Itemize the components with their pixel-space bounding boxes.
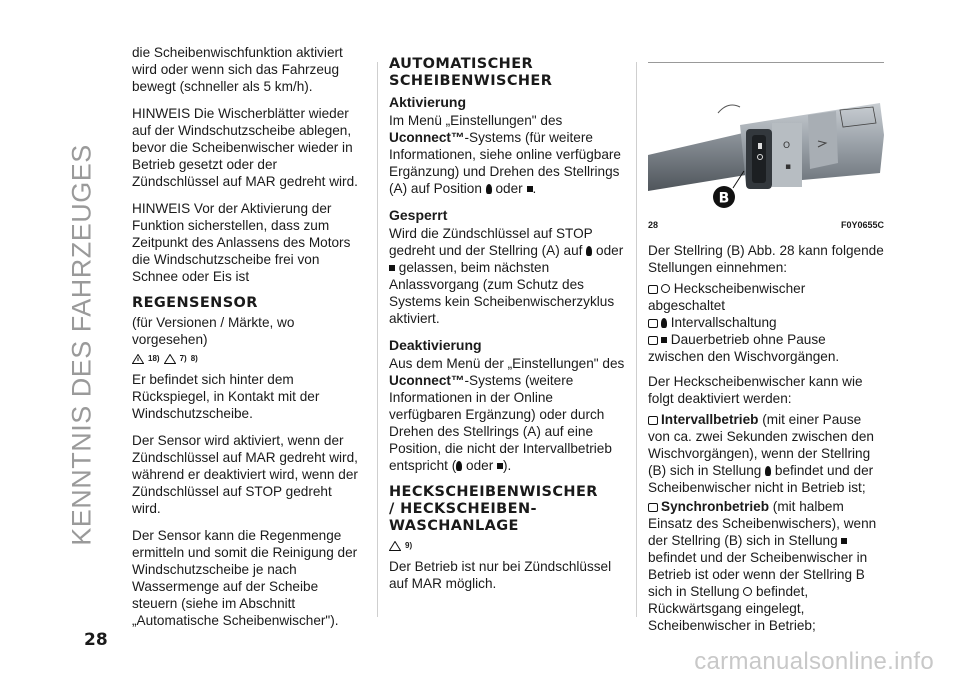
info-triangle-icon	[389, 541, 401, 551]
section-heading-regensensor: REGENSENSOR	[132, 295, 258, 311]
paragraph: die Scheibenwischfunktion aktiviert wird oder wenn sich das Fahrzeug bewegt (schneller als 5 km/h).	[132, 45, 343, 94]
paragraph: Der Sensor wird aktiviert, wenn der Zündschlüssel auf MAR gedreht wird, während er deaktiviert wird, wenn der Zündschlüssel auf STOP gedreht wird.	[132, 433, 358, 516]
paragraph: Aus dem Menü der „Einstellungen" des Uconnect™-Systems (weitere Informationen in der Online verfügbaren Ergänzung) oder durch Drehen des Stellrings (A) auf eine Position, die nicht der Intervallbetrieb entspricht ( oder ).	[389, 356, 625, 473]
column-middle	[389, 44, 627, 602]
list-item: Dauerbetrieb ohne Pause zwischen den Wischvorgängen.	[648, 332, 840, 364]
warning-refs	[132, 350, 364, 367]
square-icon	[841, 538, 847, 544]
column-divider	[636, 62, 637, 617]
paragraph: Er befindet sich hinter dem Rückspiegel, in Kontakt mit der Windschutzscheibe.	[132, 372, 320, 421]
drop-icon	[661, 318, 667, 328]
square-icon	[389, 265, 395, 271]
paragraph: Der Heckscheibenwischer kann wie folgt deaktiviert werden:	[648, 374, 863, 406]
figure-code: F0Y0655C	[840, 220, 884, 230]
watermark: carmanualsonline.info	[694, 648, 934, 675]
bullet-icon	[648, 503, 658, 512]
list-item: Intervallschaltung	[648, 314, 884, 331]
list-item: Intervallbetrieb (mit einer Pause von ca. zwei Sekunden zwischen den Wischvorgängen), wenn der Stellring (B) sich in Stellung befindet und der Scheibenwischer nicht in Betrieb ist;	[648, 412, 874, 495]
bullet-icon	[648, 416, 658, 425]
column-left	[132, 44, 364, 639]
warning-ref: 9)	[405, 541, 413, 550]
paragraph: Der Betrieb ist nur bei Zündschlüssel auf MAR möglich.	[389, 559, 612, 591]
drop-icon	[486, 184, 492, 194]
subheading-deaktivierung: Deaktivierung	[389, 337, 482, 353]
svg-text:▪: ▪	[785, 162, 792, 172]
square-icon	[661, 337, 667, 343]
drop-icon	[456, 461, 462, 471]
bullet-icon	[648, 285, 658, 294]
column-right	[648, 44, 884, 634]
subheading-aktivierung: Aktivierung	[389, 94, 467, 110]
figure-wiper-stalk	[648, 62, 884, 213]
section-heading-rear-wiper: HECKSCHEIBENWISCHER / HECKSCHEIBEN- WASCHANLAGE	[389, 484, 598, 534]
wiper-stalk-illustration	[648, 63, 884, 213]
version-note: (für Versionen / Märkte, wo vorgesehen)	[132, 315, 295, 347]
circle-icon	[743, 587, 752, 596]
warning-ref: 18)	[148, 354, 160, 363]
figure-caption	[648, 217, 884, 234]
paragraph: Im Menü „Einstellungen" des Uconnect™-Systems (für weitere Informationen, siehe online verfügbare Ergänzung) und Drehen des Stellrings (A) auf Position oder .	[389, 113, 621, 196]
page-number: 28	[84, 630, 108, 650]
side-section-title: KENNTNIS DES FAHRZEUGES	[66, 144, 97, 546]
warning-ref: 8)	[190, 354, 198, 363]
paragraph: Der Sensor kann die Regenmenge ermitteln und somit die Reinigung der Windschutzscheibe je nach Wassermenge auf der Scheibe steuern (siehe im Abschnitt „Automatische Scheibenwischer").	[132, 528, 358, 628]
note-paragraph: HINWEIS Vor der Aktivierung der Funktion sicherstellen, dass zum Zeitpunkt des Anlassens des Motors die Windschutzscheibe frei von Schnee oder Eis ist	[132, 201, 351, 284]
warning-ref: 7)	[179, 354, 187, 363]
note-paragraph: HINWEIS Die Wischerblätter wieder auf der Windschutzscheibe ablegen, bevor die Scheibenwischer wieder in Betrieb gesetzt oder der Zündschlüssel auf MAR gedreht wird.	[132, 106, 358, 189]
drop-icon	[765, 466, 771, 476]
circle-icon	[661, 284, 670, 293]
subheading-gesperrt: Gesperrt	[389, 207, 448, 223]
bullet-icon	[648, 336, 658, 345]
svg-text:O: O	[783, 141, 791, 151]
section-heading-auto-wiper: AUTOMATISCHER SCHEIBENWISCHER	[389, 56, 553, 89]
info-triangle-icon	[164, 354, 176, 364]
drop-icon	[586, 246, 592, 256]
figure-label-b: B	[718, 190, 730, 207]
list-item: Synchronbetrieb (mit halbem Einsatz des Scheibenwischers), wenn der Stellring (B) sich in Stellung befindet und der Scheibenwischer in Betrieb ist oder wenn der Stellring B sich in Stellung befindet, Rückwärtsgang eingelegt, Scheibenwischer in Betrieb;	[648, 499, 877, 633]
warning-refs	[389, 537, 627, 554]
bullet-icon	[648, 319, 658, 328]
paragraph: Wird die Zündschlüssel auf STOP gedreht und der Stellring (A) auf oder gelassen, beim nächsten Anlassvorgang (zum Schutz des Systems kein Scheibenwischerzyklus aktiviert.	[389, 226, 624, 326]
column-divider	[377, 62, 378, 617]
list-item: Heckscheibenwischer abgeschaltet	[648, 281, 806, 313]
warning-triangle-icon	[132, 354, 144, 364]
figure-number: 28	[648, 220, 659, 230]
paragraph: Der Stellring (B) Abb. 28 kann folgende Stellungen einnehmen:	[648, 243, 884, 275]
